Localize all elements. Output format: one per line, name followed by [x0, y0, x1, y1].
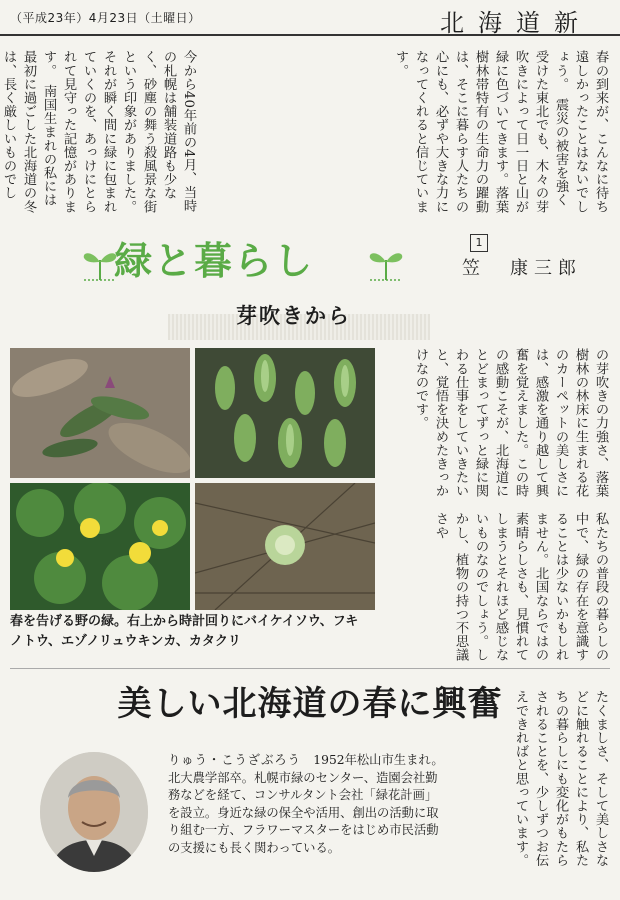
author-photo-image [40, 752, 148, 872]
author-bio: 1952年松山市生まれ。北大農学部卒。札幌市緑のセンター、造園会社勤務などを経て、コンサルタント会社「緑花計画」を設立。身近な緑の保全や活用、創出の活動に取り組む一方、フラワーマスターをはじめ市民活動の支援にも長く関わっている。 [168, 753, 444, 855]
article-column-right-1 [380, 348, 610, 506]
photo-caption: 春を告げる野の緑。右上から時計回りにバイケイソウ、フキノトウ、エゾノリュウキンカ、カタクリ [10, 614, 359, 649]
author-portrait [40, 752, 148, 872]
author-name: 笠 康三郎 [462, 258, 582, 279]
issue-date: （平成23年）4月23日（土曜日） [10, 11, 201, 25]
baikeisou-shoots-image [195, 348, 375, 478]
article-text-daily-life: 私たちの普段の暮らしの中で、緑の存在を意識することは少ないかもしれません。北国ならではの素晴らしさも、見慣れてしまうとそれほど感じないものなのでしょう。しかし、植物の持つ不思議さや [433, 512, 608, 662]
series-number: 1 [470, 234, 488, 252]
right-sprout-icon [366, 242, 406, 282]
article-column-right-2 [380, 512, 610, 662]
masthead-bar [0, 0, 620, 36]
photo-ezonoryuukinka [10, 483, 190, 610]
photo-katakuri [10, 348, 190, 478]
article-column-bottom-right [452, 690, 610, 870]
newspaper-name: 北海道新 [440, 9, 592, 37]
article-text-awakening: の芽吹きの力強さ、落葉樹林の林床に生まれる花のカーペットの美しさには、感激を通り越して興奮を覚えました。この時の感動こそが、北海道にとどまってずっと緑に関わる仕事をしていきたいと、覚悟を決めたきっかけなのです。 [413, 348, 608, 498]
author-name-kana: りゅう・こうざぶろう [168, 753, 301, 767]
article-text-closing: たくましさ、そして美しさなどに触れることにより、私たちの暮らしにも変化がもたらされることを、少しずつお伝えできればと思っています。 [513, 690, 608, 867]
katakuri-leaves-image [10, 348, 190, 478]
author-profile [168, 752, 446, 857]
article-text-intro: 春の到来が、こんなに待ち遠しかったことはないでしょう。 震災の被害を強く受けた東北でも、木々の芽吹きによって日一日と山が緑に色づいてきます。落葉樹林帯特有の生命力の躍動は、そこに暮らす人たちの心にも、必ずや大きな力になってくれると信じています。 [393, 50, 608, 214]
column-subtitle: 芽吹きから [236, 304, 351, 328]
column-title: 緑と暮らし [114, 238, 315, 283]
article-column-top-left [1, 50, 198, 220]
photo-baikeisou [195, 348, 375, 478]
column-title-block [80, 228, 420, 288]
article-text-memory: 今から40年前の4月、当時の札幌は舗装道路も少なく、砂塵の舞う殺風景な街という印象がありました。それが瞬く間に緑に包まれていくのを、あっけにとられて見守った記憶があります。 南国生まれの私には最初に過ごした北海道の冬は、長く厳しいものでし [1, 50, 196, 214]
article-column-top-right [200, 50, 610, 220]
headline: 美しい北海道の春に興奮 [117, 684, 503, 724]
photo-fukinotou [195, 483, 375, 610]
fukinotou-bud-image [195, 483, 375, 610]
divider-line [10, 668, 610, 669]
ezonoryuukinka-flowers-image [10, 483, 190, 610]
